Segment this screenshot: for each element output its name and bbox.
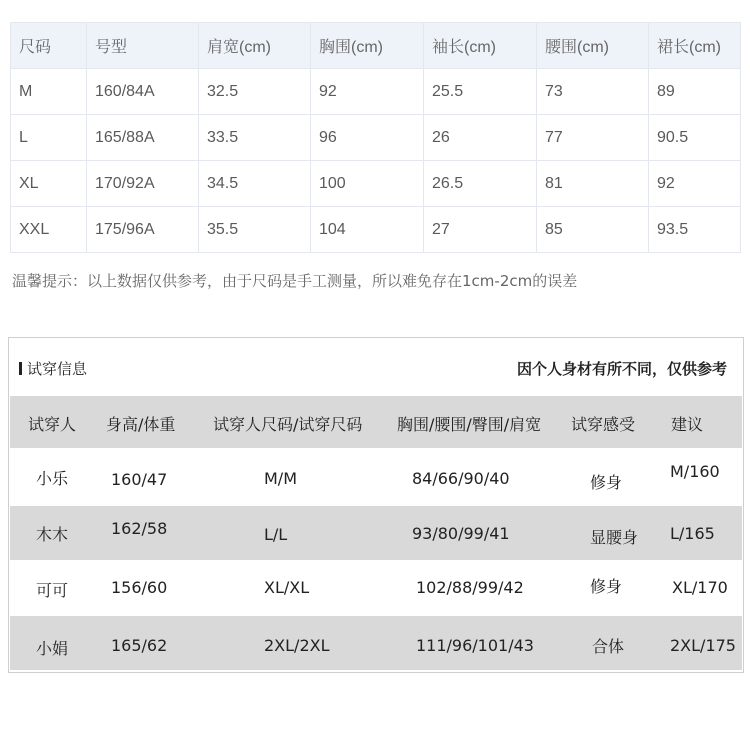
- table-row: [11, 207, 741, 253]
- size-table-cell: 170/92A: [87, 161, 199, 207]
- size-table-cell: 100: [311, 161, 424, 207]
- tryon-cell: 93/80/99/41: [412, 524, 510, 543]
- size-table-cell: L: [11, 115, 87, 161]
- tryon-cell: M/160: [670, 462, 720, 481]
- title-marker-icon: [19, 362, 22, 375]
- table-row: [11, 115, 741, 161]
- size-table-cell: 92: [649, 161, 741, 207]
- tryon-cell: 小乐: [36, 469, 69, 488]
- table-row: [11, 69, 741, 115]
- size-table-cell: 34.5: [199, 161, 311, 207]
- size-table-header-row: [11, 23, 741, 69]
- tryon-info-panel: [8, 337, 744, 673]
- size-table-cell: 77: [537, 115, 649, 161]
- tryon-cell: 111/96/101/43: [416, 636, 534, 655]
- tryon-cell: L/165: [670, 524, 715, 543]
- tryon-cell: 显腰身: [590, 528, 639, 547]
- tryon-cell: 2XL/2XL: [264, 636, 330, 655]
- size-table-cell: 104: [311, 207, 424, 253]
- size-chart-table: [10, 22, 741, 253]
- size-table-cell: 96: [311, 115, 424, 161]
- size-table-cell: 73: [537, 69, 649, 115]
- tryon-cell: 162/58: [111, 519, 168, 538]
- size-table-header-cell: 肩宽(cm): [199, 23, 311, 69]
- size-table-cell: 32.5: [199, 69, 311, 115]
- size-table-cell: 92: [311, 69, 424, 115]
- tryon-header-cell: 试穿感受: [571, 415, 636, 434]
- size-table-cell: 33.5: [199, 115, 311, 161]
- tryon-disclaimer: 因个人身材有所不同，仅供参考: [516, 360, 727, 378]
- tryon-cell: XL/170: [672, 578, 728, 597]
- table-row: [10, 562, 742, 616]
- tryon-header-cell: 试穿人尺码/试穿尺码: [213, 415, 363, 434]
- tryon-header-row: [10, 396, 742, 448]
- tryon-cell: 165/62: [111, 636, 168, 655]
- tryon-cell: 84/66/90/40: [412, 469, 510, 488]
- size-table-cell: 27: [424, 207, 537, 253]
- size-table-cell: XL: [11, 161, 87, 207]
- size-table-cell: 85: [537, 207, 649, 253]
- size-table-header-cell: 袖长(cm): [424, 23, 537, 69]
- size-table-cell: 81: [537, 161, 649, 207]
- tryon-cell: 2XL/175: [670, 636, 736, 655]
- tryon-cell: 102/88/99/42: [416, 578, 524, 597]
- size-table-header-cell: 尺码: [11, 23, 87, 69]
- table-row: [10, 616, 742, 670]
- tryon-title: [19, 358, 87, 379]
- size-table-cell: 175/96A: [87, 207, 199, 253]
- tryon-cell: 可可: [36, 581, 69, 600]
- tryon-header-cell: 试穿人: [28, 415, 77, 434]
- size-table-header-cell: 号型: [87, 23, 199, 69]
- size-table-cell: 25.5: [424, 69, 537, 115]
- size-table-cell: 165/88A: [87, 115, 199, 161]
- size-table-cell: XXL: [11, 207, 87, 253]
- table-row: [10, 506, 742, 560]
- table-row: [11, 161, 741, 207]
- size-table-cell: 90.5: [649, 115, 741, 161]
- size-table-header-cell: 裙长(cm): [649, 23, 741, 69]
- tryon-cell: L/L: [264, 525, 288, 544]
- tryon-header-cell: 胸围/腰围/臀围/肩宽: [397, 415, 542, 434]
- tryon-cell: 小娟: [36, 639, 69, 658]
- size-table-cell: 26.5: [424, 161, 537, 207]
- tryon-cell: 160/47: [111, 470, 168, 489]
- measurement-tip: 温馨提示：以上数据仅供参考，由于尺码是手工测量，所以难免存在1cm-2cm的误差: [12, 272, 578, 290]
- size-table-header-cell: 胸围(cm): [311, 23, 424, 69]
- tryon-cell: 修身: [590, 473, 623, 492]
- tryon-cell: 修身: [590, 577, 623, 596]
- size-table-header-cell: 腰围(cm): [537, 23, 649, 69]
- size-table-cell: 35.5: [199, 207, 311, 253]
- size-table-cell: 160/84A: [87, 69, 199, 115]
- size-table-cell: 89: [649, 69, 741, 115]
- tryon-cell: 156/60: [111, 578, 168, 597]
- size-table-cell: 26: [424, 115, 537, 161]
- tryon-cell: 木木: [36, 525, 69, 544]
- size-table-cell: M: [11, 69, 87, 115]
- tryon-panel-header: [9, 338, 743, 396]
- tryon-title-text: 试穿信息: [27, 360, 88, 378]
- tryon-cell: 合体: [592, 637, 625, 656]
- tryon-cell: XL/XL: [264, 578, 310, 597]
- table-row: [10, 450, 742, 504]
- size-table-cell: 93.5: [649, 207, 741, 253]
- tryon-cell: M/M: [264, 469, 297, 488]
- tryon-header-cell: 建议: [671, 415, 704, 434]
- tryon-header-cell: 身高/体重: [106, 415, 176, 434]
